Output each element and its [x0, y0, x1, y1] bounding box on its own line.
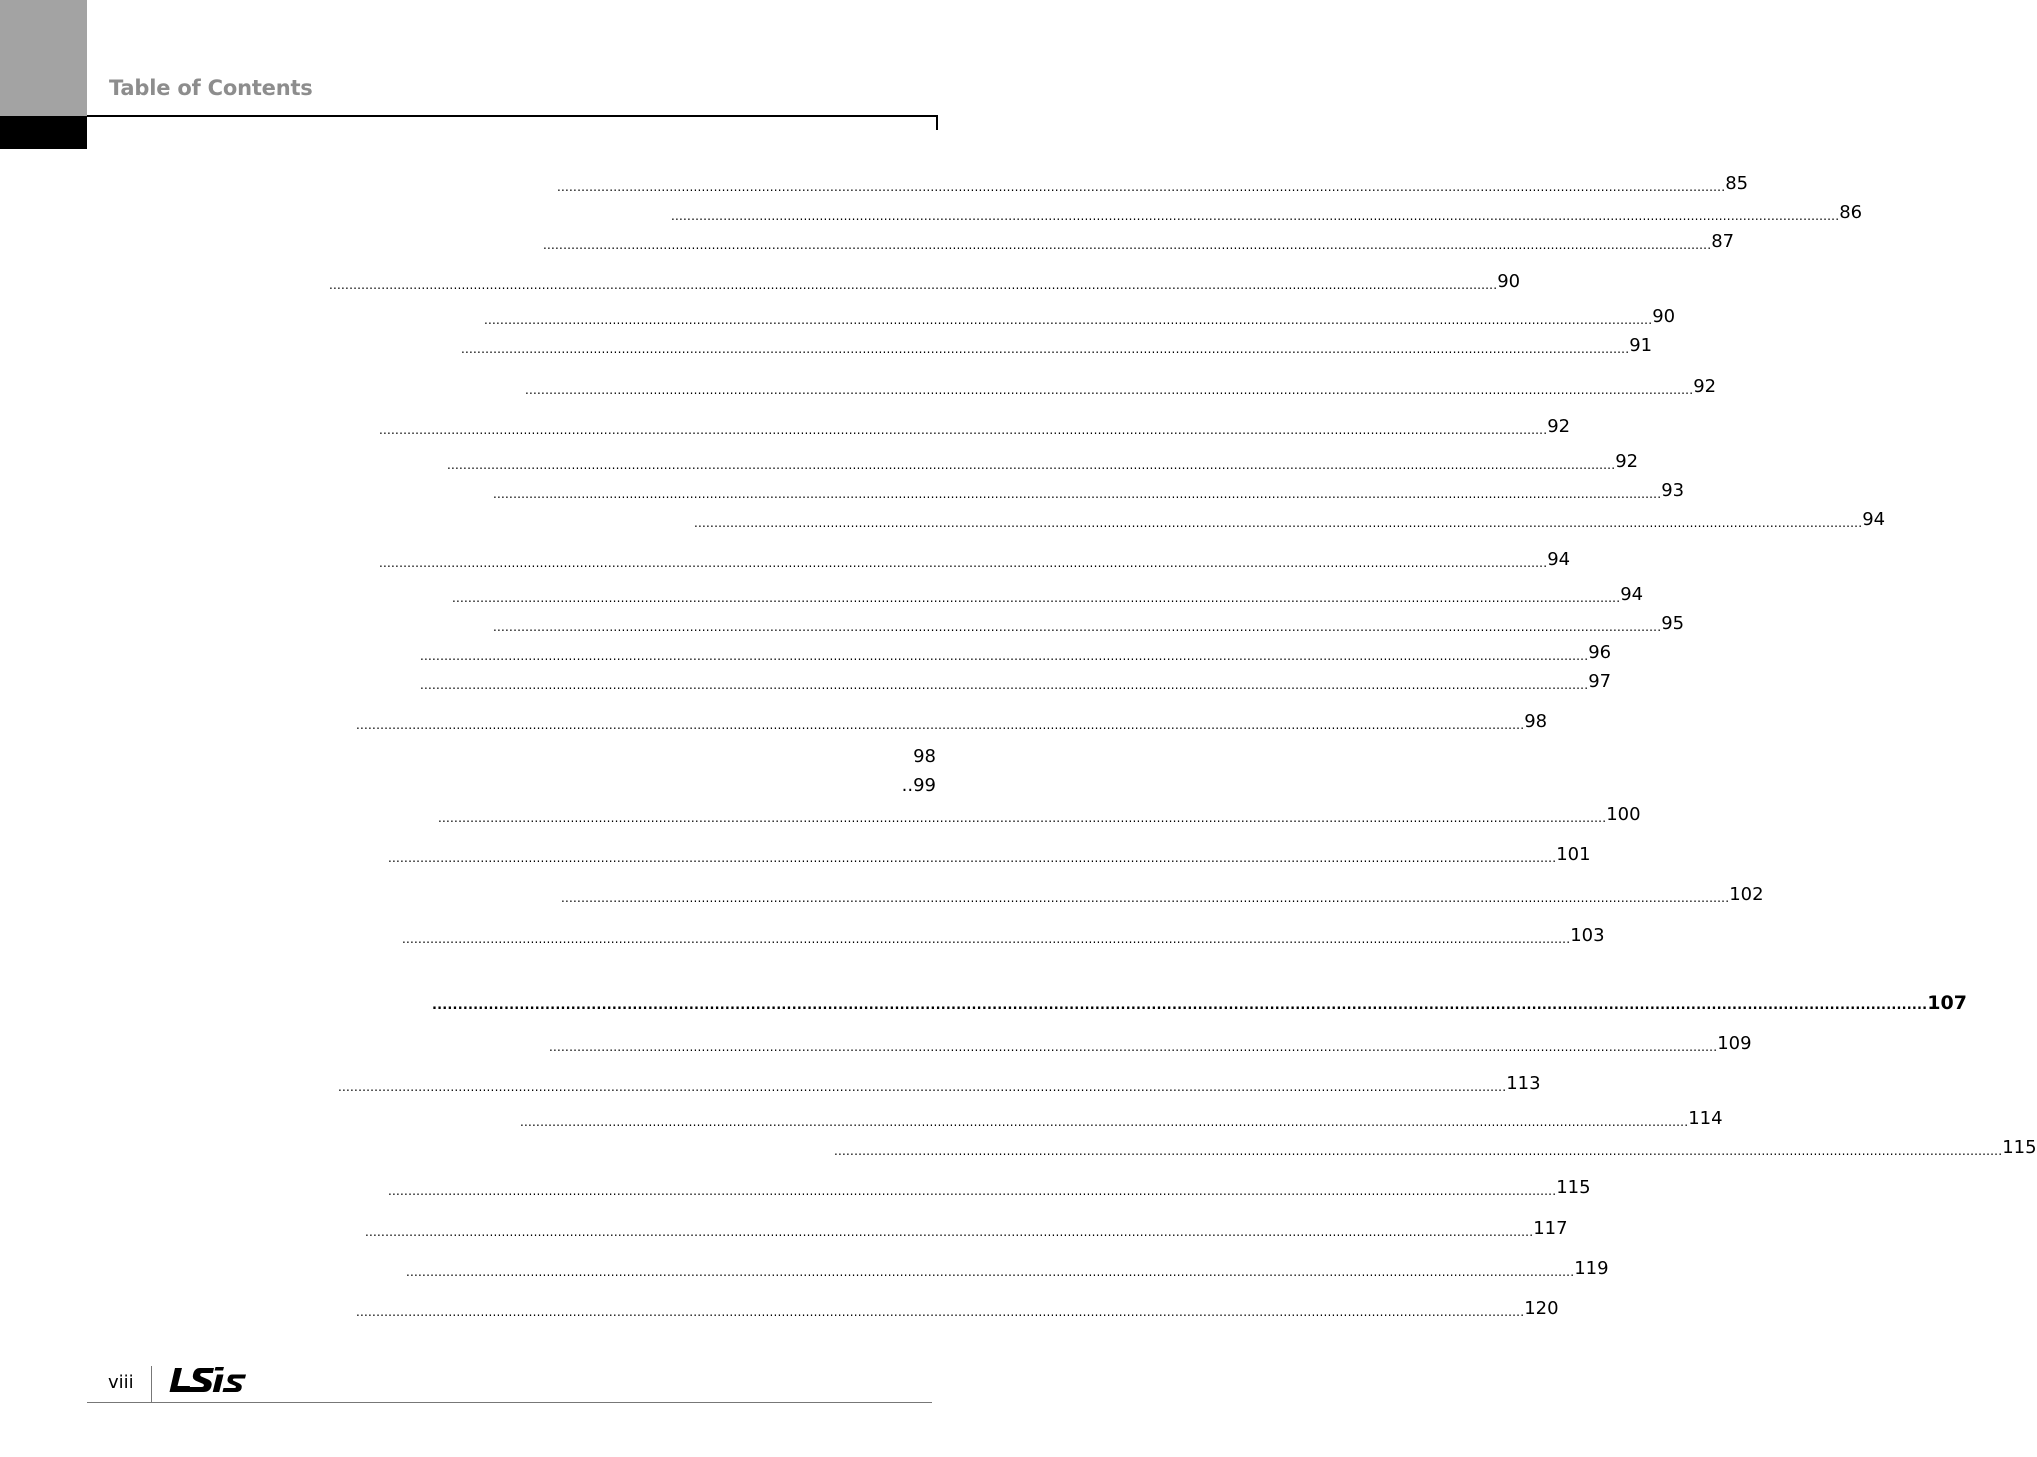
- toc-entry[interactable]: [671, 200, 1863, 226]
- toc-entry[interactable]: [356, 1296, 1559, 1322]
- toc-leader: ...................................................................................................................................................................................................................................................................................................: [671, 209, 1840, 223]
- toc-leader: ...................................................................................................................................................................................................................................................................................................: [420, 678, 1589, 692]
- toc-page-number: 96: [1588, 642, 1612, 663]
- toc-page-number: 87: [1711, 231, 1735, 252]
- toc-page-number: 94: [1620, 584, 1644, 605]
- toc-leader: ...................................................................................................................................................................................................................................................................................................: [388, 1184, 1557, 1198]
- toc-page-number: 98: [1524, 711, 1548, 732]
- toc-entry[interactable]: [406, 1256, 1609, 1282]
- toc-leader: ...................................................................................................................................................................................................................................................................................................: [461, 342, 1630, 356]
- toc-leader: ...................................................................................................................................................................................................................................................................................................: [543, 238, 1712, 252]
- toc-entry[interactable]: [420, 669, 1612, 695]
- toc-leader: ...................................................................................................................................................................................................................................................................................................: [388, 851, 1557, 865]
- toc-page-number: 92: [1693, 376, 1717, 397]
- toc-entry[interactable]: [525, 374, 1717, 400]
- toc-leader: ...................................................................................................................................................................................................................................................................................................: [452, 591, 1621, 605]
- toc-entry[interactable]: [379, 414, 1571, 440]
- toc-leader: ...................................................................................................................................................................................................................................................................................................: [356, 718, 1525, 732]
- toc-page-number: 102: [1729, 884, 1764, 905]
- toc-leader: ...................................................................................................................................................................................................................................................................................................: [484, 313, 1653, 327]
- toc-entry[interactable]: [561, 882, 1764, 908]
- toc-leader: ...................................................................................................................................................................................................................................................................................................: [493, 487, 1662, 501]
- toc-page-number: 115: [1556, 1177, 1591, 1198]
- toc-page-number: 107: [1927, 992, 1967, 1014]
- toc-entry[interactable]: [365, 1216, 1568, 1242]
- toc-entry[interactable]: [388, 842, 1591, 868]
- toc-entry[interactable]: [694, 507, 1886, 533]
- toc-entry-chapter[interactable]: [432, 990, 1967, 1016]
- toc-page-number: 98: [913, 746, 936, 767]
- toc-entry[interactable]: [447, 449, 1639, 475]
- toc-page-number: 109: [1717, 1033, 1752, 1054]
- toc-page-number: 120: [1524, 1298, 1559, 1319]
- toc-entry[interactable]: [543, 229, 1735, 255]
- toc-entry[interactable]: [900, 773, 936, 799]
- toc-entry[interactable]: [549, 1031, 1752, 1057]
- toc-page-number: 119: [1574, 1258, 1609, 1279]
- toc-entry[interactable]: [420, 640, 1612, 666]
- toc-entry[interactable]: [906, 744, 936, 770]
- toc-page-number: 93: [1661, 480, 1685, 501]
- toc-entry[interactable]: [484, 304, 1676, 330]
- toc-page-number: 101: [1556, 844, 1591, 865]
- toc-leader: ...................................................................................................................................................................................................................................................................................................: [493, 620, 1662, 634]
- toc-leader: ...................................................................................................................................................................................................................................................................................................: [406, 1265, 1575, 1279]
- toc-page-number: 117: [1533, 1218, 1568, 1239]
- toc-page-number: 95: [1661, 613, 1685, 634]
- toc-page-number: 90: [1652, 306, 1676, 327]
- toc-leader: ...................................................................................................................................................................................................................................................................................................: [365, 1225, 1534, 1239]
- toc-entry[interactable]: [557, 171, 1749, 197]
- toc-page-number: 94: [1862, 509, 1886, 530]
- toc-leader: ...................................................................................................................................................................................................................................................................................................: [379, 556, 1548, 570]
- toc-entry[interactable]: [338, 1071, 1541, 1097]
- toc-leader: ...................................................................................................................................................................................................................................................................................................: [329, 278, 1498, 292]
- toc-entry[interactable]: [438, 802, 1641, 828]
- toc-page-number: 100: [1606, 804, 1641, 825]
- toc-leader: ...................................................................................................................................................................................................................................................................................................: [432, 998, 1928, 1013]
- toc-leader: ...................................................................................................................................................................................................................................................................................................: [525, 383, 1694, 397]
- toc-page-number: 113: [1506, 1073, 1541, 1094]
- toc-leader: ...................................................................................................................................................................................................................................................................................................: [694, 516, 1863, 530]
- toc-leader: ...................................................................................................................................................................................................................................................................................................: [379, 423, 1548, 437]
- toc-page-number: 91: [1629, 335, 1653, 356]
- toc-entry[interactable]: [834, 1135, 2037, 1161]
- toc-page-number: 86: [1839, 202, 1863, 223]
- toc-leader: ...................................................................................................................................................................................................................................................................................................: [557, 180, 1726, 194]
- toc-entry[interactable]: [493, 611, 1685, 637]
- page-title: Table of Contents: [109, 76, 313, 100]
- toc-page-number: 114: [1688, 1108, 1723, 1129]
- toc-page-number: 103: [1570, 925, 1605, 946]
- toc-leader: ...................................................................................................................................................................................................................................................................................................: [438, 811, 1607, 825]
- toc-entry[interactable]: [388, 1175, 1591, 1201]
- toc-entry[interactable]: [452, 582, 1644, 608]
- toc-page-number: 92: [1615, 451, 1639, 472]
- lsis-logo-icon: [170, 1366, 254, 1396]
- toc-page-number: 94: [1547, 549, 1571, 570]
- toc-entry[interactable]: [379, 547, 1571, 573]
- footer-page-number: viii: [108, 1372, 134, 1393]
- toc-page-number: 97: [1588, 671, 1612, 692]
- toc-leader: ...................................................................................................................................................................................................................................................................................................: [520, 1115, 1689, 1129]
- toc-leader: ...................................................................................................................................................................................................................................................................................................: [338, 1080, 1507, 1094]
- toc-leader: ...................................................................................................................................................................................................................................................................................................: [834, 1144, 2003, 1158]
- toc-leader: ...................................................................................................................................................................................................................................................................................................: [447, 458, 1616, 472]
- toc-page-number: 85: [1725, 173, 1749, 194]
- footer-separator: [151, 1366, 152, 1402]
- toc-entry[interactable]: [402, 923, 1605, 949]
- toc-page-number: 90: [1497, 271, 1521, 292]
- toc-leader: ...................................................................................................................................................................................................................................................................................................: [420, 649, 1589, 663]
- toc-page-number: ..99: [901, 775, 936, 796]
- toc-entry[interactable]: [329, 269, 1521, 295]
- toc-leader: ...................................................................................................................................................................................................................................................................................................: [561, 891, 1730, 905]
- toc-entry[interactable]: [461, 333, 1653, 359]
- footer-rule: [87, 1402, 932, 1403]
- toc-page-number: 92: [1547, 416, 1571, 437]
- toc-entry[interactable]: [520, 1106, 1723, 1132]
- toc-leader: ...................................................................................................................................................................................................................................................................................................: [356, 1305, 1525, 1319]
- toc-leader: ...................................................................................................................................................................................................................................................................................................: [402, 932, 1571, 946]
- toc-entry[interactable]: [356, 709, 1548, 735]
- toc-entry[interactable]: [493, 478, 1685, 504]
- toc-leader: ...................................................................................................................................................................................................................................................................................................: [549, 1040, 1718, 1054]
- toc-page-number: 115: [2002, 1137, 2037, 1158]
